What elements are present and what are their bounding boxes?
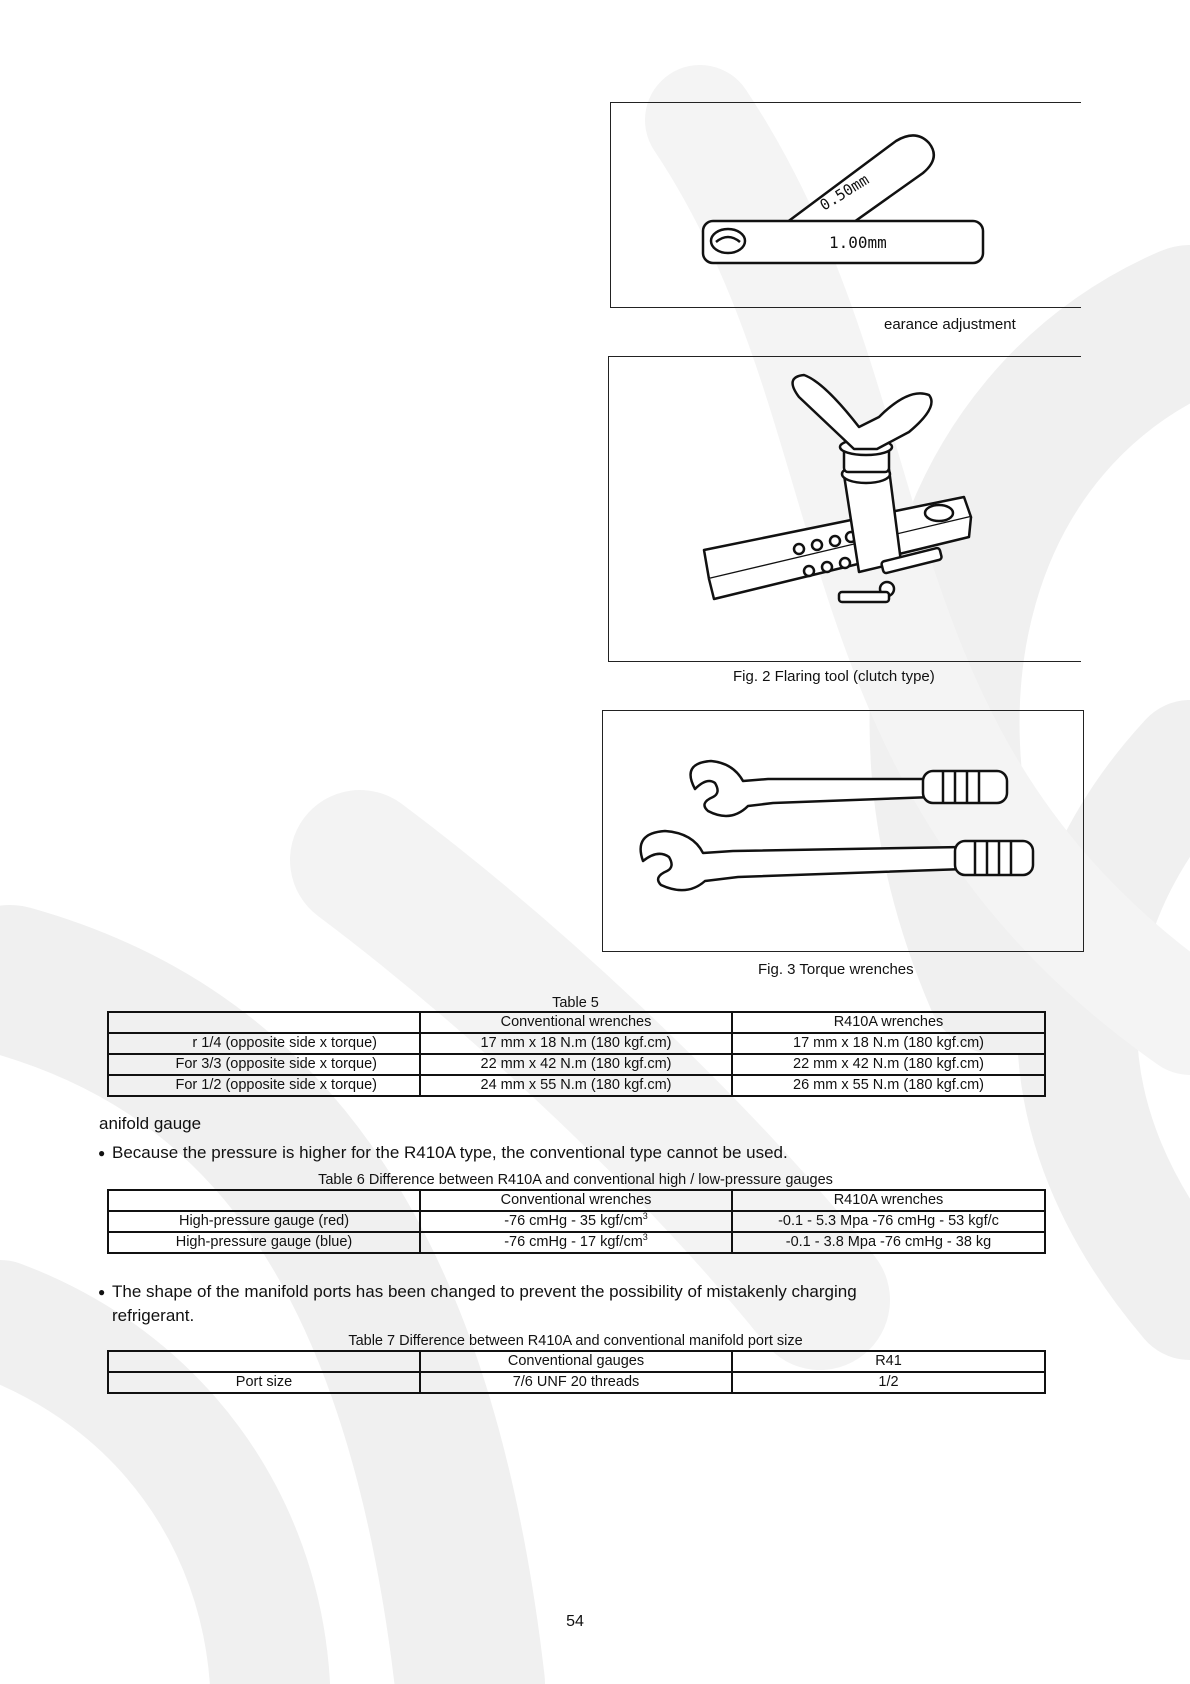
table-header-cell xyxy=(108,1190,420,1211)
table-cell: For 3/3 (opposite side x torque) xyxy=(108,1054,420,1075)
table-row xyxy=(108,1232,1045,1253)
table-7-caption: Table 7 Difference between R410A and conventional manifold port size xyxy=(348,1333,803,1349)
blade-label-100: 1.00mm xyxy=(829,233,887,252)
superscript: 3 xyxy=(642,1232,648,1243)
table-header-cell xyxy=(108,1351,420,1372)
table-cell: -0.1 - 3.8 Mpa -76 cmHg - 38 kg xyxy=(732,1232,1045,1253)
table-cell xyxy=(420,1232,732,1253)
table-5-caption: Table 5 xyxy=(552,995,599,1011)
table-cell xyxy=(420,1211,732,1232)
table-cell: 17 mm x 18 N.m (180 kgf.cm) xyxy=(732,1033,1045,1054)
feeler-gauge-drawing xyxy=(611,103,1081,307)
table-cell: 1/2 xyxy=(732,1372,1045,1393)
table-header-cell: R410A wrenches xyxy=(732,1190,1045,1211)
table-5 xyxy=(107,1011,1046,1097)
feeler-gauge-figure xyxy=(610,102,1081,308)
table-header-cell: R41 xyxy=(732,1351,1045,1372)
bullet-text-line-1: The shape of the manifold ports has been changed to prevent the possibility of mistakenly charging xyxy=(112,1282,857,1301)
table-cell: -0.1 - 5.3 Mpa -76 cmHg - 53 kgf/c xyxy=(732,1211,1045,1232)
cell-value: -76 cmHg - 35 kgf/cm xyxy=(504,1213,643,1229)
table-header-cell: Conventional wrenches xyxy=(420,1012,732,1033)
flaring-tool-drawing xyxy=(609,357,1081,661)
bullet-text: Because the pressure is higher for the R410A type, the conventional type cannot be used. xyxy=(112,1143,788,1162)
bullet-pressure xyxy=(98,1141,788,1165)
table-row xyxy=(108,1351,1045,1372)
bullet-manifold-ports xyxy=(98,1280,958,1327)
bullet-icon: ● xyxy=(98,1285,106,1299)
table-7 xyxy=(107,1350,1046,1394)
section-heading: anifold gauge xyxy=(99,1114,202,1133)
torque-wrenches-figure xyxy=(602,710,1084,952)
page-number: 54 xyxy=(566,1613,584,1630)
table-row xyxy=(108,1012,1045,1033)
table-row xyxy=(108,1054,1045,1075)
table-cell: For 1/2 (opposite side x torque) xyxy=(108,1075,420,1096)
bullet-text-line-2: refrigerant. xyxy=(112,1306,195,1325)
table-header-cell: Conventional gauges xyxy=(420,1351,732,1372)
torque-wrenches-drawing xyxy=(603,711,1083,951)
figure-2-caption: Fig. 2 Flaring tool (clutch type) xyxy=(733,668,935,685)
table-row xyxy=(108,1075,1045,1096)
figure-3-caption: Fig. 3 Torque wrenches xyxy=(758,961,914,978)
table-header-cell xyxy=(108,1012,420,1033)
table-row xyxy=(108,1033,1045,1054)
bullet-icon: ● xyxy=(98,1146,106,1160)
table-cell: 17 mm x 18 N.m (180 kgf.cm) xyxy=(420,1033,732,1054)
table-row xyxy=(108,1190,1045,1211)
table-header-cell: R410A wrenches xyxy=(732,1012,1045,1033)
table-cell: 24 mm x 55 N.m (180 kgf.cm) xyxy=(420,1075,732,1096)
table-header-cell: Conventional wrenches xyxy=(420,1190,732,1211)
table-cell: 26 mm x 55 N.m (180 kgf.cm) xyxy=(732,1075,1045,1096)
flaring-tool-figure xyxy=(608,356,1081,662)
table-cell: Port size xyxy=(108,1372,420,1393)
blade-label-050: 0.50mm xyxy=(816,170,873,215)
table-cell: High-pressure gauge (blue) xyxy=(108,1232,420,1253)
figure-1-caption: earance adjustment xyxy=(884,316,1016,333)
table-cell: High-pressure gauge (red) xyxy=(108,1211,420,1232)
table-row xyxy=(108,1211,1045,1232)
superscript: 3 xyxy=(642,1211,648,1222)
table-cell: r 1/4 (opposite side x torque) xyxy=(108,1033,420,1054)
table-6-caption: Table 6 Difference between R410A and conventional high / low-pressure gauges xyxy=(318,1172,833,1188)
table-cell: 22 mm x 42 N.m (180 kgf.cm) xyxy=(732,1054,1045,1075)
table-cell: 7/6 UNF 20 threads xyxy=(420,1372,732,1393)
table-row xyxy=(108,1372,1045,1393)
table-cell: 22 mm x 42 N.m (180 kgf.cm) xyxy=(420,1054,732,1075)
table-6 xyxy=(107,1189,1046,1254)
cell-value: -76 cmHg - 17 kgf/cm xyxy=(504,1234,643,1250)
